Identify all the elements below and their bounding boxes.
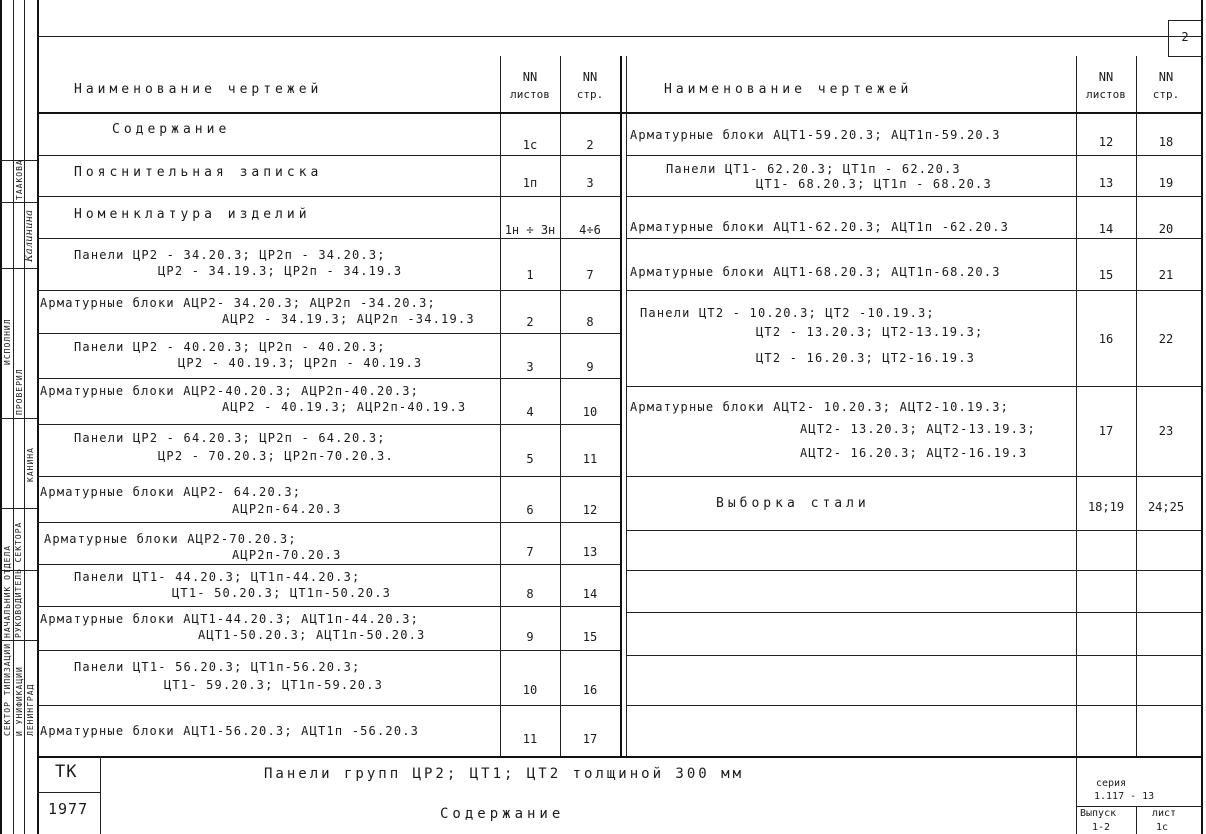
right-row-0-text-1: Арматурные блоки АЦТ1-59.20.3; АЦТ1п-59.20.3	[630, 128, 1001, 142]
left-row-5-page: 9	[586, 360, 594, 374]
left-row-3-text-1: Панели ЦР2 - 34.20.3; ЦР2п - 34.20.3;	[74, 248, 386, 262]
series-label: серия	[1096, 778, 1127, 789]
left-row-9-text-2: АЦР2п-70.20.3	[232, 548, 342, 562]
issue-label: Выпуск	[1080, 808, 1117, 819]
sheet-label: лист	[1152, 808, 1177, 819]
left-row-4-text-2: АЦР2 - 34.19.3; АЦР2п -34.19.3	[222, 312, 475, 326]
left-row-1-sheet: 1п	[522, 176, 538, 190]
right-row-0-sheet: 12	[1098, 135, 1114, 149]
right-row-5-page: 23	[1158, 424, 1174, 438]
stamp-role-2: РУКОВОДИТЕЛЬ СЕКТОРА	[14, 521, 23, 638]
left-header-pages-1: NN	[582, 70, 598, 84]
title-block-subtitle: Содержание	[440, 806, 565, 822]
left-row-5-sheet: 3	[526, 360, 534, 374]
right-row-2-page: 20	[1158, 222, 1174, 236]
left-row-7-text-1: Панели ЦР2 - 64.20.3; ЦР2п - 64.20.3;	[74, 431, 386, 445]
left-row-3-text-2: ЦР2 - 34.19.3; ЦР2п - 34.19.3	[158, 264, 403, 278]
left-row-11-text-1: Арматурные блоки АЦТ1-44.20.3; АЦТ1п-44.20.3;	[40, 612, 420, 626]
right-row-6-text-1: Выборка стали	[716, 496, 870, 511]
left-row-10-page: 14	[582, 587, 598, 601]
series-value: 1.117 - 13	[1094, 791, 1155, 802]
left-row-0-page: 2	[586, 138, 594, 152]
stamp-org-3: СЕКТОР ТИПИЗАЦИИ	[3, 642, 12, 736]
title-block-title: Панели групп ЦР2; ЦТ1; ЦТ2 толщиной 300 мм	[264, 766, 745, 782]
left-row-9-sheet: 7	[526, 545, 534, 559]
right-header-sheets-2: листов	[1086, 88, 1126, 101]
left-row-3-page: 7	[586, 268, 594, 282]
issue-value: 1-2	[1092, 822, 1111, 833]
right-row-6-sheet: 18;19	[1087, 500, 1125, 514]
stamp-org-1: ЛЕНИНГРАД	[26, 683, 35, 736]
stamp-executor: ИСПОЛНИЛ	[3, 318, 12, 365]
right-row-4-text-2: ЦТ2 - 13.20.3; ЦТ2-13.19.3;	[756, 325, 984, 339]
stamp-role-1: НАЧАЛЬНИК ОТДЕЛА	[3, 544, 12, 638]
left-row-12-text-1: Панели ЦТ1- 56.20.3; ЦТ1п-56.20.3;	[74, 660, 361, 674]
left-row-9-text-1: Арматурные блоки АЦР2-70.20.3;	[44, 532, 297, 546]
right-row-6-page: 24;25	[1147, 500, 1185, 514]
left-header-sheets-2: листов	[510, 88, 550, 101]
left-row-4-text-1: Арматурные блоки АЦР2- 34.20.3; АЦР2п -34.20.3;	[40, 296, 436, 310]
right-row-0-page: 18	[1158, 135, 1174, 149]
right-header-pages-2: стр.	[1152, 88, 1180, 101]
right-row-3-sheet: 15	[1098, 268, 1114, 282]
right-row-1-text-2: ЦТ1- 68.20.3; ЦТ1п - 68.20.3	[756, 177, 992, 191]
left-row-8-sheet: 6	[526, 503, 534, 517]
right-row-4-sheet: 16	[1098, 332, 1114, 346]
right-header-name: Наименование чертежей	[664, 82, 913, 97]
left-row-0-text: Содержание	[112, 122, 231, 137]
left-row-12-sheet: 10	[522, 683, 538, 697]
right-row-1-page: 19	[1158, 176, 1174, 190]
left-header-name: Наименование чертежей	[74, 82, 323, 97]
left-row-10-text-1: Панели ЦТ1- 44.20.3; ЦТ1п-44.20.3;	[74, 570, 361, 584]
right-row-4-text-1: Панели ЦТ2 - 10.20.3; ЦТ2 -10.19.3;	[640, 306, 935, 320]
left-row-13-text-1: Арматурные блоки АЦТ1-56.20.3; АЦТ1п -56.20.3	[40, 724, 420, 738]
right-header-pages-1: NN	[1158, 70, 1174, 84]
left-row-11-text-2: АЦТ1-50.20.3; АЦТ1п-50.20.3	[198, 628, 426, 642]
left-row-6-page: 10	[582, 405, 598, 419]
right-row-2-text-1: Арматурные блоки АЦТ1-62.20.3; АЦТ1п -62.20.3	[630, 220, 1010, 234]
left-row-2-text: Номенклатура изделий	[74, 207, 311, 222]
stamp-name-1: ТААКОВА	[15, 159, 24, 200]
title-block-code: ТК	[55, 762, 78, 782]
left-header-sheets-1: NN	[522, 70, 538, 84]
left-row-13-page: 17	[582, 732, 598, 746]
stamp-checker: ПРОВЕРИЛ	[15, 368, 24, 415]
left-row-8-text-2: АЦР2п-64.20.3	[232, 502, 342, 516]
left-row-8-text-1: Арматурные блоки АЦР2- 64.20.3;	[40, 485, 302, 499]
right-row-5-sheet: 17	[1098, 424, 1114, 438]
left-row-9-page: 13	[582, 545, 598, 559]
right-row-1-text-1: Панели ЦТ1- 62.20.3; ЦТ1п - 62.20.3	[666, 162, 961, 176]
right-row-5-text-3: АЦТ2- 16.20.3; АЦТ2-16.19.3	[800, 446, 1028, 460]
right-row-2-sheet: 14	[1098, 222, 1114, 236]
left-row-3-sheet: 1	[526, 268, 534, 282]
left-row-5-text-2: ЦР2 - 40.19.3; ЦР2п - 40.19.3	[178, 356, 423, 370]
left-row-6-text-2: АЦР2 - 40.19.3; АЦР2п-40.19.3	[222, 400, 467, 414]
stamp-org-2: И УНИФИКАЦИИ	[15, 666, 24, 736]
left-row-2-sheet: 1н ÷ 3н	[504, 223, 556, 237]
title-block-year: 1977	[48, 800, 89, 818]
left-row-11-sheet: 9	[526, 630, 534, 644]
right-row-4-text-3: ЦТ2 - 16.20.3; ЦТ2-16.19.3	[756, 351, 976, 365]
left-row-10-sheet: 8	[526, 587, 534, 601]
right-header-sheets-1: NN	[1098, 70, 1114, 84]
right-row-3-text-1: Арматурные блоки АЦТ1-68.20.3; АЦТ1п-68.20.3	[630, 265, 1001, 279]
left-row-6-sheet: 4	[526, 405, 534, 419]
right-row-5-text-2: АЦТ2- 13.20.3; АЦТ2-13.19.3;	[800, 422, 1036, 436]
stamp-name-2: КАНИНА	[26, 447, 35, 482]
left-row-11-page: 15	[582, 630, 598, 644]
left-row-1-text: Пояснительная записка	[74, 165, 323, 180]
left-row-6-text-1: Арматурные блоки АЦР2-40.20.3; АЦР2п-40.20.3;	[40, 384, 420, 398]
left-row-12-page: 16	[582, 683, 598, 697]
left-row-7-text-2: ЦР2 - 70.20.3; ЦР2п-70.20.3.	[158, 449, 394, 463]
right-row-4-page: 22	[1158, 332, 1174, 346]
left-row-0-sheet: 1с	[522, 138, 538, 152]
left-row-7-page: 11	[582, 452, 598, 466]
left-header-pages-2: стр.	[576, 88, 604, 101]
right-row-1-sheet: 13	[1098, 176, 1114, 190]
right-row-5-text-1: Арматурные блоки АЦТ2- 10.20.3; АЦТ2-10.19.3;	[630, 400, 1010, 414]
left-row-1-page: 3	[586, 176, 594, 190]
left-row-5-text-1: Панели ЦР2 - 40.20.3; ЦР2п - 40.20.3;	[74, 340, 386, 354]
left-row-12-text-2: ЦТ1- 59.20.3; ЦТ1п-59.20.3	[164, 678, 384, 692]
left-row-4-sheet: 2	[526, 315, 534, 329]
left-row-7-sheet: 5	[526, 452, 534, 466]
left-row-4-page: 8	[586, 315, 594, 329]
sheet-value: 1с	[1156, 822, 1169, 833]
left-row-10-text-2: ЦТ1- 50.20.3; ЦТ1п-50.20.3	[172, 586, 392, 600]
left-row-2-page: 4÷6	[579, 223, 601, 237]
left-row-13-sheet: 11	[522, 732, 538, 746]
left-row-8-page: 12	[582, 503, 598, 517]
sheet-corner-number: 2	[1181, 30, 1189, 44]
right-row-3-page: 21	[1158, 268, 1174, 282]
stamp-signature: Калинина	[24, 209, 35, 262]
